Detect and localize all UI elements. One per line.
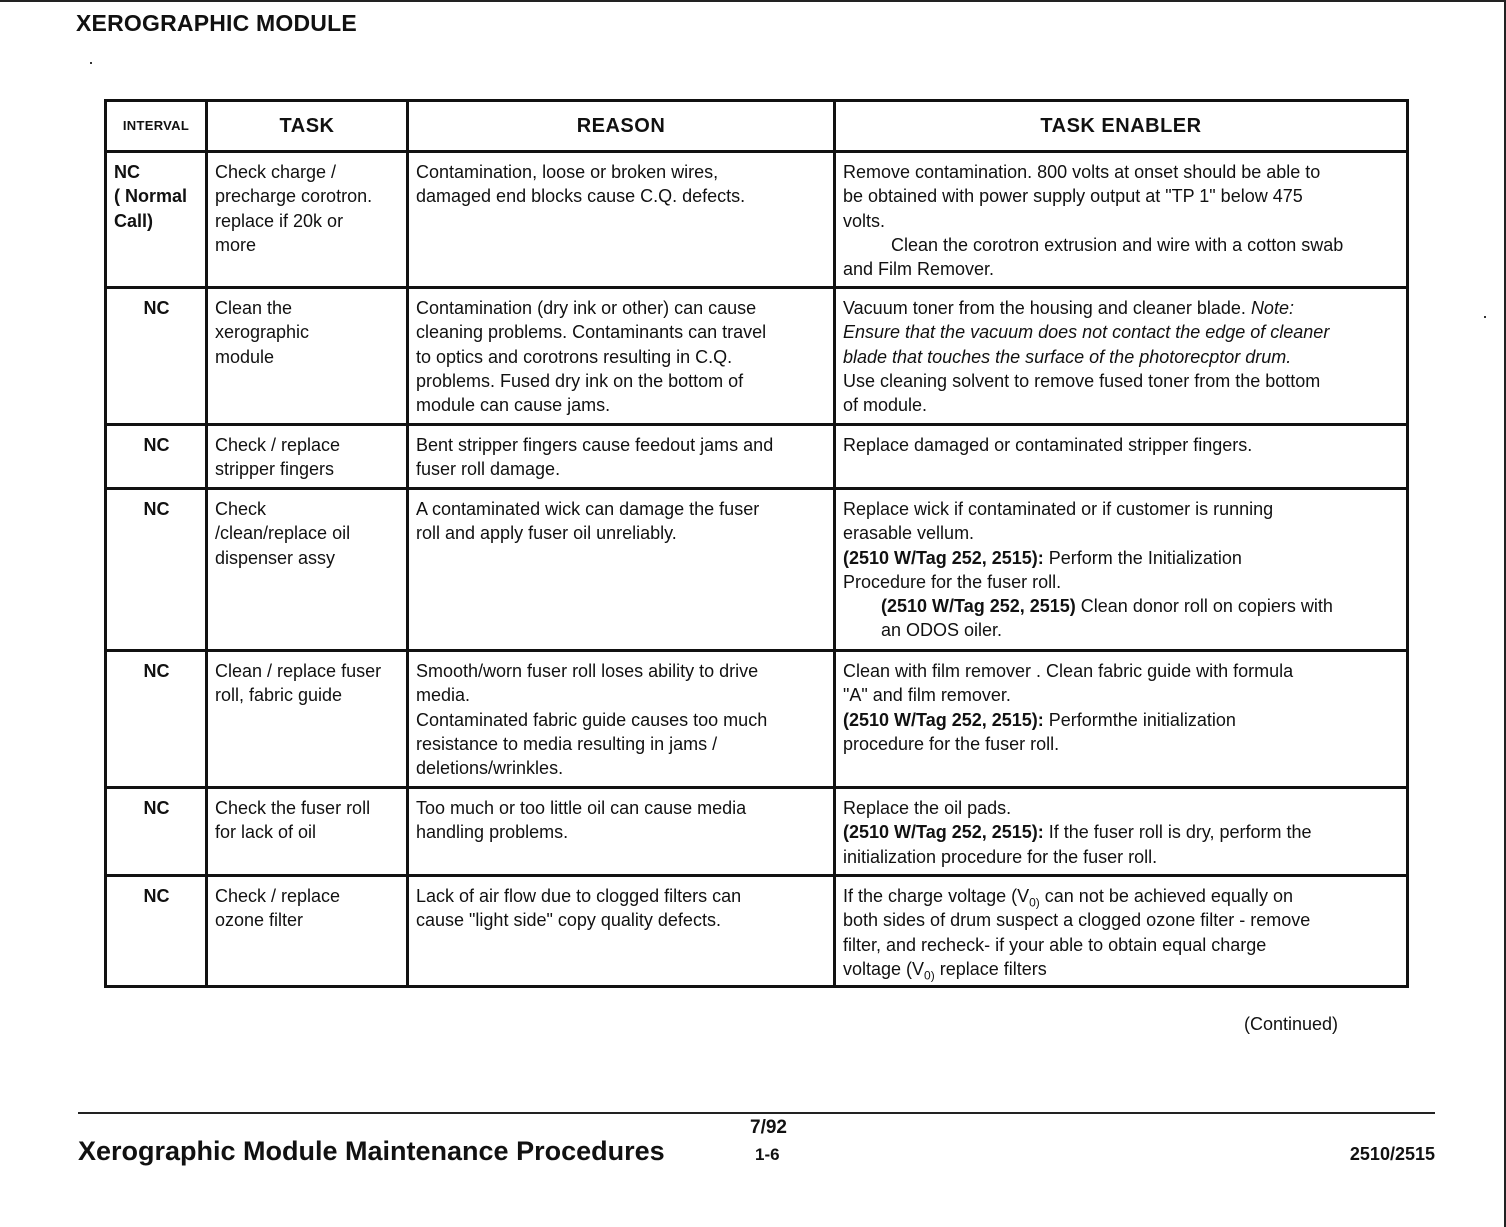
footer-document-title: Xerographic Module Maintenance Procedures	[78, 1136, 665, 1166]
scan-speck	[90, 62, 92, 64]
footer-divider	[78, 1112, 1435, 1114]
table-row	[106, 489, 1408, 651]
interval-cell: NC	[106, 489, 207, 651]
column-header-task-enabler: TASK ENABLER	[835, 101, 1408, 152]
enabler-text: replace filters	[934, 958, 1047, 979]
table-row	[106, 425, 1408, 489]
task-enabler-cell	[835, 489, 1408, 651]
model-tag: (2510 W/Tag 252, 2515):	[843, 822, 1044, 843]
footer-model-number: 2510/2515	[1349, 1144, 1435, 1164]
enabler-text: Clean the corotron extrusion and wire with a cotton swab	[891, 234, 1344, 255]
page-top-border	[0, 0, 1506, 2]
table-row	[106, 152, 1408, 288]
continued-note: (Continued)	[1244, 1014, 1339, 1034]
enabler-text: Use cleaning solvent to remove fused toner from the bottom of module.	[843, 370, 1321, 416]
task-cell: Check the fuser roll for lack of oil	[207, 788, 408, 876]
scan-speck	[1484, 316, 1486, 318]
footer-page-number: 1-6	[755, 1145, 780, 1164]
table-row	[106, 788, 1408, 876]
model-tag: (2510 W/Tag 252, 2515):	[843, 547, 1044, 568]
enabler-text: Clean with film remover . Clean fabric guide with formula "A" and film remover.	[843, 661, 1294, 706]
task-enabler-cell	[835, 788, 1408, 876]
task-enabler-cell	[835, 152, 1408, 288]
table-row	[106, 651, 1408, 788]
reason-cell: Too much or too little oil can cause media handling problems.	[408, 788, 835, 876]
reason-cell: Contamination, loose or broken wires, damaged end blocks cause C.Q. defects.	[408, 152, 835, 288]
table-row	[106, 288, 1408, 425]
task-cell: Check / replace stripper fingers	[207, 425, 408, 489]
column-header-reason: REASON	[408, 101, 835, 152]
section-heading: XEROGRAPHIC MODULE	[76, 10, 357, 36]
task-cell: Check / replace ozone filter	[207, 876, 408, 987]
column-header-task: TASK	[207, 101, 408, 152]
interval-cell: NC	[106, 651, 207, 788]
task-cell: Check charge / precharge corotron. replace if 20k or more	[207, 152, 408, 288]
model-tag: (2510 W/Tag 252, 2515):	[843, 709, 1044, 730]
subscript-zero: 0)	[924, 968, 935, 983]
interval-cell: NC ( Normal Call)	[106, 152, 207, 288]
interval-cell: NC	[106, 876, 207, 987]
task-enabler-cell	[835, 288, 1408, 425]
enabler-text: Performthe initialization procedure for the fuser roll.	[843, 709, 1236, 754]
reason-cell: Lack of air flow due to clogged filters can cause "light side" copy quality defects.	[408, 876, 835, 987]
enabler-text: can not be achieved equally on both sides of drum suspect a clogged ozone filter - remove filter, and recheck- if your able to obtain equal charge voltage (V	[843, 886, 1311, 979]
table-header-row	[106, 101, 1408, 152]
enabler-text: Replace the oil pads.	[843, 798, 1012, 818]
enabler-text: Replace wick if contaminated or if customer is running erasable vellum.	[843, 499, 1274, 544]
enabler-text: If the charge voltage (V	[843, 886, 1030, 906]
model-tag: (2510 W/Tag 252, 2515)	[881, 596, 1076, 617]
interval-cell: NC	[106, 788, 207, 876]
interval-cell: NC	[106, 425, 207, 489]
enabler-text: and Film Remover.	[843, 259, 995, 280]
task-cell: Clean the xerographic module	[207, 288, 408, 425]
task-enabler-cell: Replace damaged or contaminated stripper fingers.	[835, 425, 1408, 489]
footer-date: 7/92	[750, 1117, 787, 1138]
reason-cell: A contaminated wick can damage the fuser roll and apply fuser oil unreliably.	[408, 489, 835, 651]
table-row	[106, 876, 1408, 987]
reason-cell: Smooth/worn fuser roll loses ability to drive media. Contaminated fabric guide causes too much resistance to media resulting in jams / deletions/wrinkles.	[408, 651, 835, 788]
task-cell: Check /clean/replace oil dispenser assy	[207, 489, 408, 651]
maintenance-table	[104, 99, 1409, 988]
reason-cell: Bent stripper fingers cause feedout jams and fuser roll damage.	[408, 425, 835, 489]
subscript-zero: 0)	[1029, 895, 1040, 910]
task-enabler-cell	[835, 651, 1408, 788]
interval-cell: NC	[106, 288, 207, 425]
task-enabler-cell	[835, 876, 1408, 987]
column-header-interval: INTERVAL	[106, 101, 207, 152]
task-cell: Clean / replace fuser roll, fabric guide	[207, 651, 408, 788]
enabler-text: Clean donor roll on copiers with an ODOS oiler.	[881, 596, 1333, 641]
enabler-text: Perform the Initialization Procedure for the fuser roll.	[843, 547, 1242, 592]
enabler-note: Note: Ensure that the vacuum does not contact the edge of cleaner blade that touches the surface of the photorecptor drum.	[843, 298, 1330, 367]
enabler-text: If the fuser roll is dry, perform the initialization procedure for the fuser roll.	[843, 822, 1312, 867]
enabler-text: Remove contamination. 800 volts at onset should be able to be obtained with power supply output at "TP 1" below 475 volts.	[843, 162, 1321, 231]
enabler-text: Vacuum toner from the housing and cleaner blade.	[843, 298, 1246, 318]
reason-cell: Contamination (dry ink or other) can cause cleaning problems. Contaminants can travel to optics and corotrons resulting in C.Q. problems. Fused dry ink on the bottom of module can cause jams.	[408, 288, 835, 425]
